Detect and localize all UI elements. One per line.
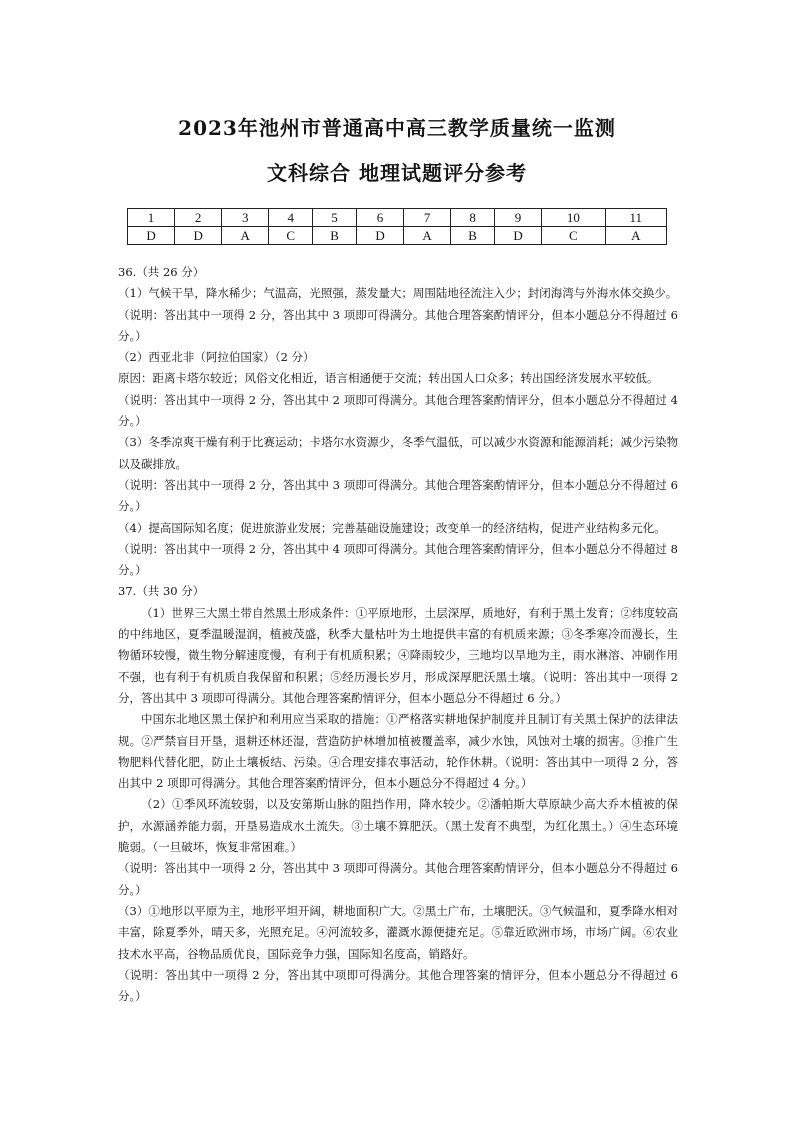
question-number: 9 [495,209,542,227]
q37-part1-measures: 中国东北地区黑土保护和利用应当采取的措施：①严格落实耕地保护制度并且制订有关黑土保护的法律法规。②严禁盲目开垦，退耕还林还湿，营造防护林增加植被覆盖率，减少水蚀，风蚀对土壤的损害。③推广生物肥料代替化肥，防止土壤板结、污染。④合理安排农事活动，轮作休耕。（说明：答出其中一项得 2 分，答出其中 2 项即可得满分。其他合理答案酌情评分，但本小题总分不得超过 4 分。） [118,712,678,791]
q36-part4-note: （说明：答出其中一项得 2 分，答出其中 4 项即可得满分。其他合理答案酌情评分，但本小题总分不得超过 8 分。） [118,541,678,578]
answer-table [127,208,667,245]
question-number: 2 [175,209,222,227]
answer-cell: D [128,227,175,245]
answer-cell: A [605,227,666,245]
question-number: 3 [222,209,269,227]
q37-part3: （3）①地形以平原为主，地形平坦开阔，耕地面积广大。②黑土广布，土壤肥沃。③气候温和，夏季降水相对丰富，除夏季外，晴天多，光照充足。④河流较多，灌溉水源便捷充足。⑤靠近欧洲市场，市场广阔。⑥农业技术水平高，谷物品质优良，国际竞争力强，国际知名度高，销路好。 [118,903,678,961]
q36-part2: （2）西亚北非（阿拉伯国家）（2 分） [118,350,315,365]
question-number: 11 [605,209,666,227]
answer-cell: D [356,227,403,245]
question-number: 10 [542,209,605,227]
q37-header: 37.（共 30 分） [118,584,205,599]
question-number: 6 [356,209,403,227]
question-number: 1 [128,209,175,227]
q37-part3-note: （说明：答出其中一项得 2 分，答出其中项即可得满分。其他合理答案的情评分，但本小题总分不得超过 6 分。） [118,967,678,1004]
question-number: 5 [313,209,357,227]
answer-cell: B [451,227,495,245]
question-number: 7 [404,209,451,227]
q36-part3-note: （说明：答出其中一项得 2 分，答出其中 3 项即可得满分。其他合理答案酌情评分，但本小题总分不得超过 6 分。） [118,477,678,514]
q36-header: 36.（共 26 分） [118,265,205,279]
answer-cell: A [222,227,269,245]
q37-part1: （1）世界三大黑土带自然黑土形成条件：①平原地形，土层深厚，质地好，有利于黑土发育；②纬度较高的中纬地区，夏季温暖湿润，植被茂盛，秋季大量枯叶为土地提供丰富的有机质来源；③冬季寒冷而漫长，生物循环较慢，微生物分解速度慢，有利于有机质积累；④降雨较少，三地均以旱地为主，雨水淋溶、冲刷作用不强，也有利于有机质自我保留和积累；⑤经历漫长岁月，形成深厚肥沃黑土壤。（说明：答出其中一项得 2 分，答出其中 3 项即可得满分。其他合理答案酌情评分，但本小题总分不得超过 6 分。） [118,605,678,705]
question-number: 8 [451,209,495,227]
answer-cell: D [175,227,222,245]
answer-cell: C [269,227,313,245]
q37-part2: （2）①季风环流较弱，以及安第斯山脉的阻挡作用，降水较少。②潘帕斯大草原缺少高大乔木植被的保护，水源涵养能力弱，开垦易造成水土流失。③土壤不算肥沃。（黑土发育不典型，为红化黑土。）④生态环境脆弱。（一旦破坏，恢复非常困难。） [118,797,678,855]
exam-subtitle: 文科综合 地理试题评分参考 [267,161,527,185]
q36-part2-reason: 原因：距离卡塔尔较近；风俗文化相近，语言相通便于交流；转出国人口众多；转出国经济发展水平较低。 [118,371,659,386]
answer-cell: B [313,227,357,245]
exam-title: 2023年池州市普通高中高三教学质量统一监测 [178,116,616,140]
answer-row [128,227,667,245]
question-number: 4 [269,209,313,227]
q36-part2-note: （说明：答出其中一项得 2 分，答出其中 2 项即可得满分。其他合理答案酌情评分，但本小题总分不得超过 4 分。） [118,392,678,429]
answer-cell: D [495,227,542,245]
q36-part1: （1）气候干旱，降水稀少；气温高，光照强，蒸发量大；周围陆地径流注入少；封闭海湾与外海水体交换少。 [118,286,678,301]
question-number-row [128,209,667,227]
answer-body [118,262,678,1007]
answer-cell: A [404,227,451,245]
answer-cell: C [542,227,605,245]
q36-part3: （3）冬季凉爽干燥有利于比赛运动；卡塔尔水资源少，冬季气温低，可以减少水资源和能源消耗；减少污染物以及碳排放。 [118,435,678,471]
q36-part1-note: （说明：答出其中一项得 2 分，答出其中 3 项即可得满分。其他合理答案酌情评分，但本小题总分不得超过 6 分。） [118,307,678,343]
q37-part2-note: （说明：答出其中一项得 2 分，答出其中 3 项即可得满分。其他合理答案酌情评分，但本小题总分不得超过 6 分。） [118,861,678,897]
q36-part4: （4）提高国际知名度；促进旅游业发展；完善基础设施建设；改变单一的经济结构，促进产业结构多元化。 [118,520,666,535]
